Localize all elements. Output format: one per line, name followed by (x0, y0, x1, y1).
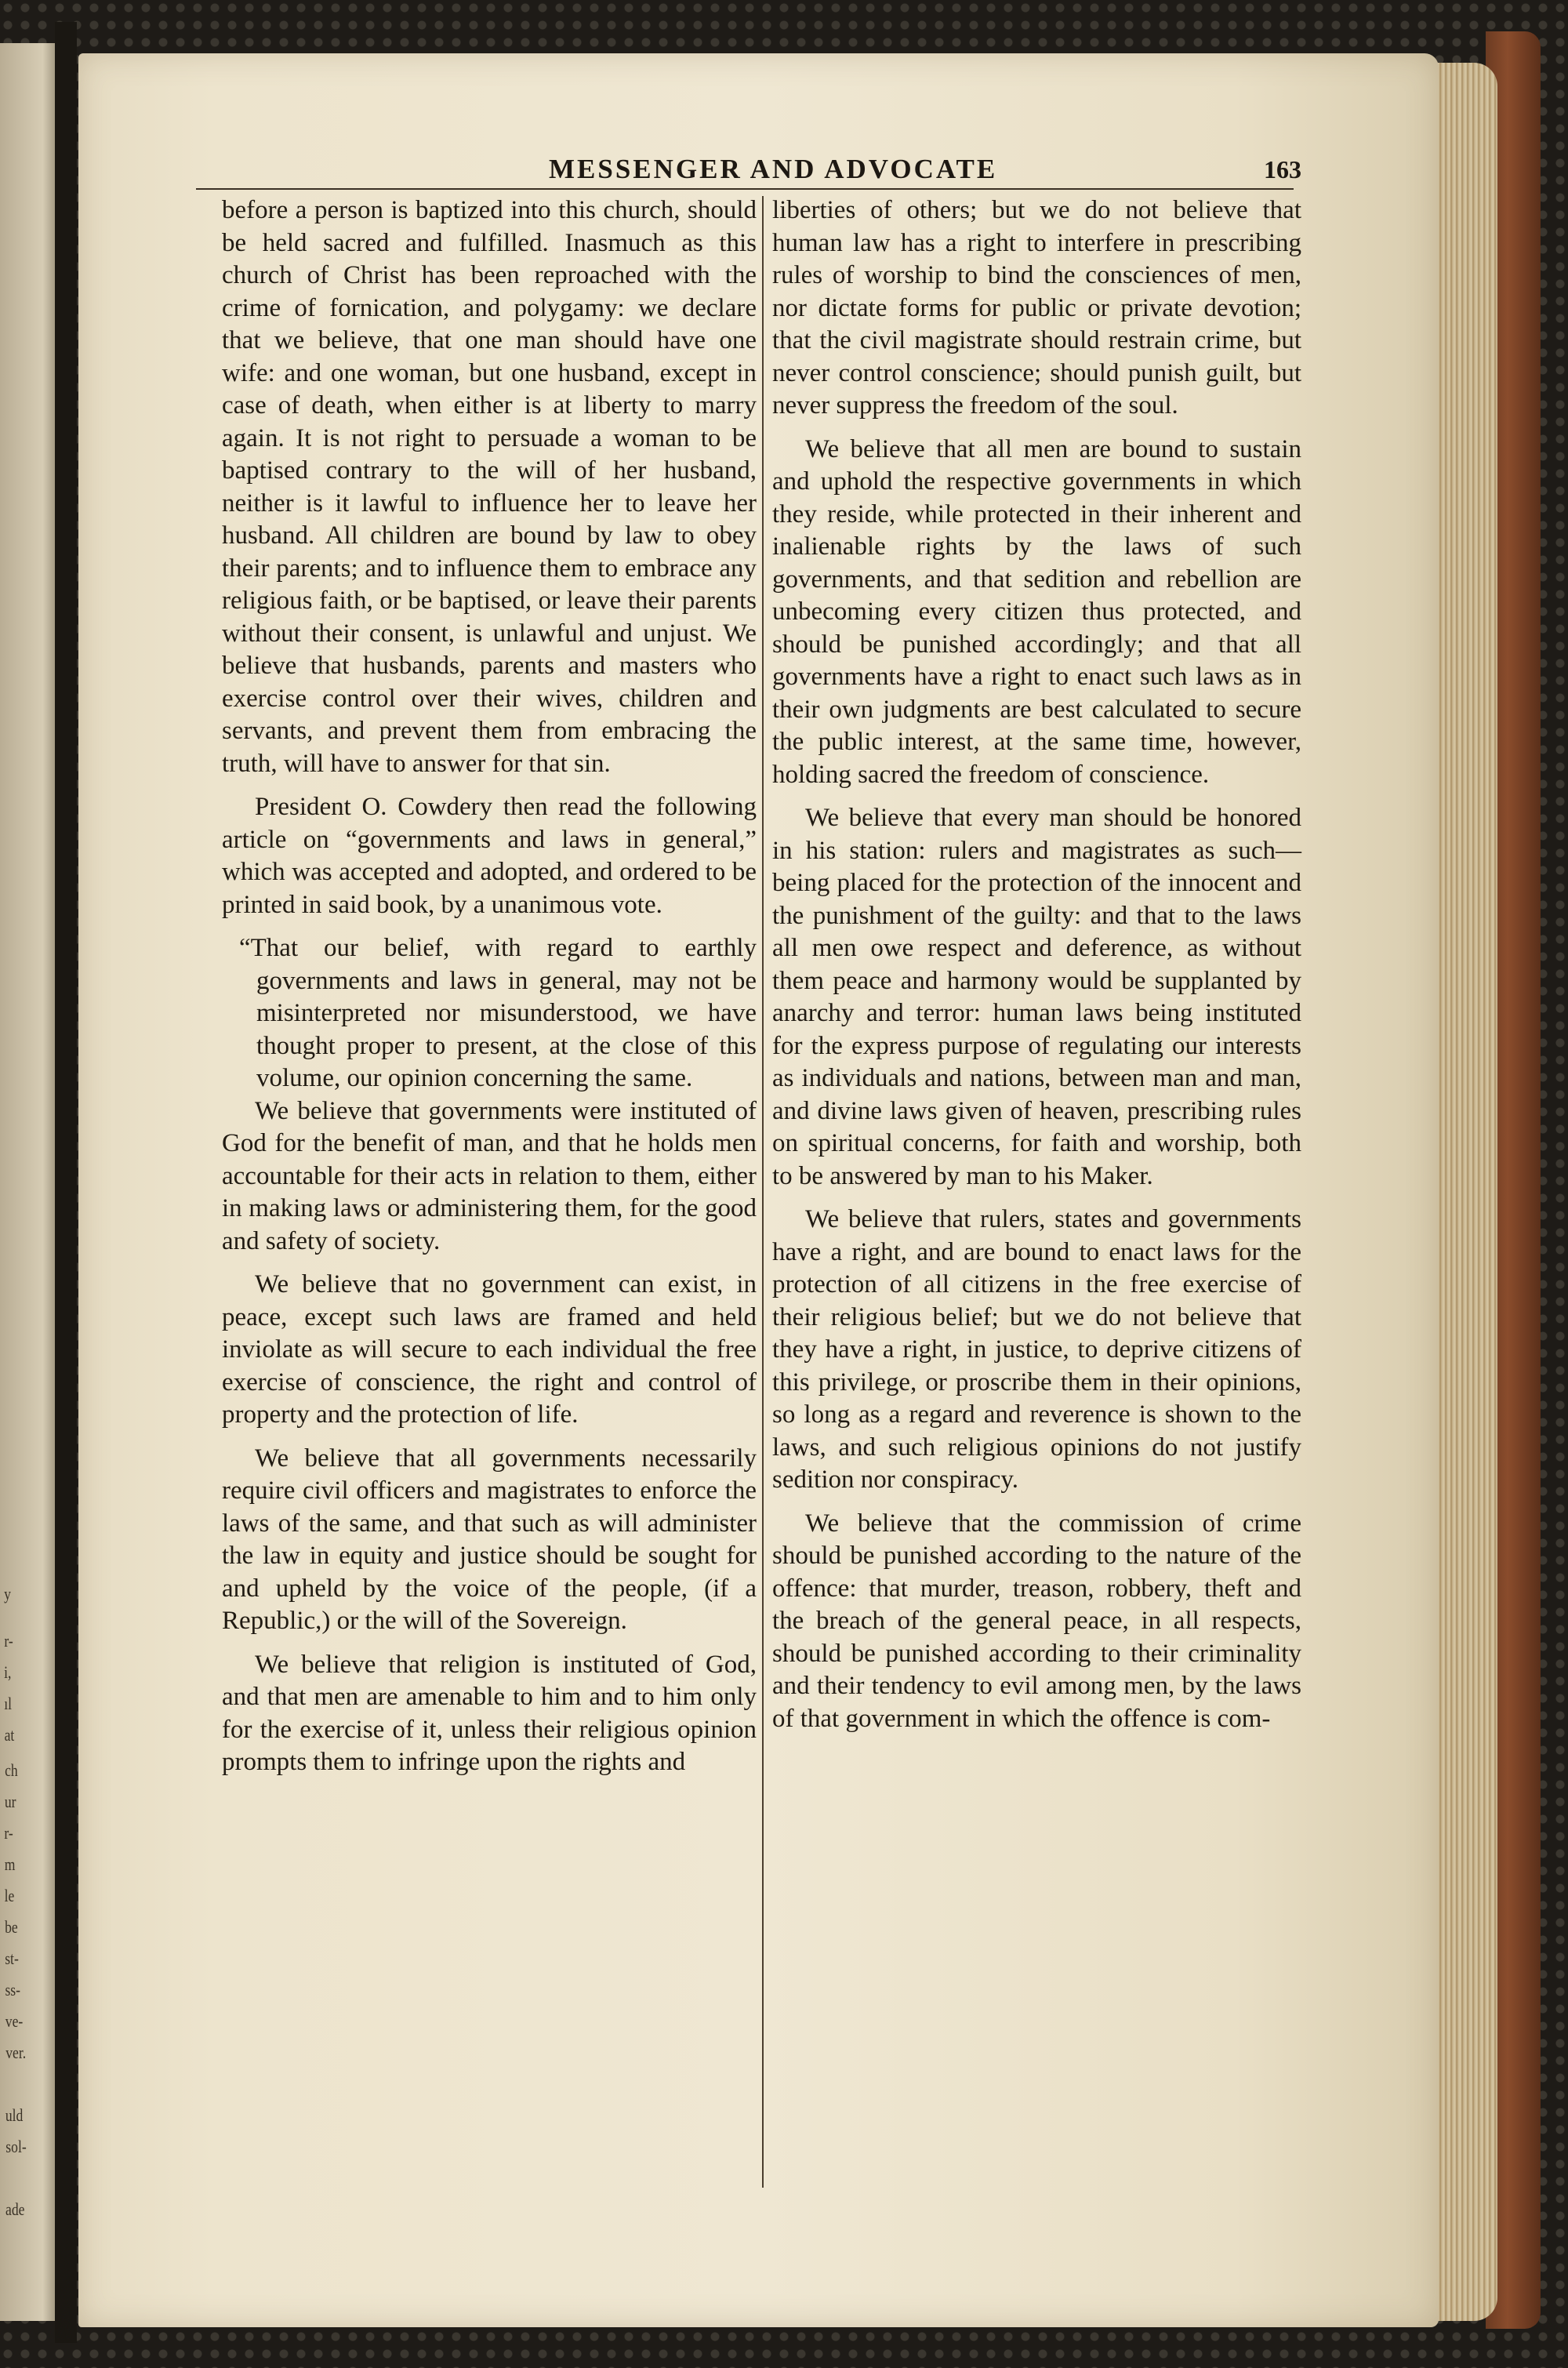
column-divider (762, 196, 764, 2188)
margin-fragment: ch (5, 1760, 18, 1780)
page-number: 163 (1264, 155, 1301, 183)
paragraph: We believe that rulers, states and governments have a right, and are bound to enact laws for the protection of all citizens in the free exercise of their religious belief; but we do not believe that they have a right, in justice, to deprive citizens of this privilege, or proscribe them in their opinions, so long as a regard and reverence is shown to the laws, and such religious opinions do not justify sedition nor conspiracy. (772, 1205, 1301, 1494)
paragraph: before a person is baptized into this church, should be held sacred and fulfilled. Inasmuch as this church of Christ has been reproached with the crime of fornication, and polygamy: we declare that we believe, that one man should have one wife: and one woman, but one husband, except in case of death, when either is at liberty to marry again. It is not right to persuade a woman to be baptised contrary to the will of her husband, neither is it lawful to influence her to leave her husband. All children are bound by law to obey their parents; and to influence them to embrace any religious faith, or be baptised, or leave their parents without their consent, is unlawful and unjust. We believe that husbands, parents and masters who exercise control over their wives, children and servants, and prevent them from embracing the truth, will have to answer for that sin. (222, 196, 757, 778)
margin-fragment: ade (5, 2199, 25, 2219)
paragraph: We believe that every man should be honored in his station: rulers and magistrates as such—being placed for the protection of the innocent and the punishment of the guilty: and that to the laws all men owe respect and deference, as without them peace and harmony would be supplanted by anarchy and terror: human laws being instituted for the express purpose of regulating our interests as individuals and nations, between man and man, and divine laws given of heaven, prescribing rules on spiritual concerns, for faith and worship, both to be answered by man to his Maker. (772, 804, 1301, 1190)
margin-fragment: i, (4, 1662, 12, 1682)
margin-fragment: sol- (5, 2137, 27, 2156)
margin-fragment: uld (5, 2105, 24, 2125)
paragraph: “That our belief, with regard to earthly governments and laws in general, may not be misinterpreted nor misunderstood, we have thought proper to present, at the close of this volume, our opinion concerning the same. (239, 934, 757, 1092)
margin-fragment: le (4, 1886, 15, 1905)
left-column (222, 194, 757, 1790)
paragraph: We believe that governments were instituted of God for the benefit of man, and that he holds men accountable for their acts in relation to them, either in making laws or administering them, for the good and safety of society. (222, 1096, 757, 1255)
header-rule (196, 188, 1294, 190)
margin-fragment: be (5, 1917, 18, 1937)
paragraph: We believe that religion is instituted of God, and that men are amenable to him and to him only for the exercise of it, unless their religious opinion prompts them to infringe upon the rights and (222, 1650, 757, 1776)
right-column (772, 194, 1301, 1746)
paragraph: We believe that the commission of crime should be punished according to the nature of the offence: that murder, treason, robbery, theft and the breach of the general peace, in all respects, should be punished according to their criminality and their tendency to evil among men, by the laws of that government in which the offence is com- (772, 1509, 1301, 1733)
margin-fragment: r- (4, 1823, 13, 1843)
margin-fragment: ve- (5, 2011, 24, 2031)
paragraph: We believe that all governments necessarily require civil officers and magistrates to enforce the laws of the same, and that such as will administer the law in equity and justice should be sought for and upheld by the voice of the people, (if a Republic,) or the will of the Sovereign. (222, 1444, 757, 1635)
book-gutter (55, 22, 77, 2343)
paragraph: We believe that no government can exist, in peace, except such laws are framed and held inviolate as will secure to each individual the free exercise of conscience, the right and control of property and the protection of life. (222, 1270, 757, 1429)
margin-fragment: ss- (5, 1980, 21, 1999)
running-title: MESSENGER AND ADVOCATE (549, 154, 998, 184)
paragraph: We believe that all men are bound to sustain and uphold the respective governments in which they reside, while protected in their inherent and inalienable rights by the laws of such governments, and that sedition and rebellion are unbecoming every citizen thus protected, and should be punished accordingly; and that all governments have a right to enact such laws as in their own judgments are best calculated to secure the public interest, at the same time, however, holding sacred the freedom of conscience. (772, 434, 1301, 789)
margin-fragment: st- (5, 1949, 19, 1968)
margin-fragment: at (4, 1725, 15, 1745)
margin-fragment: ur (4, 1792, 16, 1811)
paragraph: liberties of others; but we do not believe that human law has a right to interfere in prescribing rules of worship to bind the consciences of men, nor dictate forms for public or private devotion; that the civil magistrate should restrain crime, but never control conscience; should punish guilt, but never suppress the freedom of the soul. (772, 196, 1301, 419)
facing-page-text-fragments (0, 1286, 55, 2305)
page-header (180, 149, 1301, 196)
margin-fragment: ver. (5, 2043, 27, 2062)
paragraph: President O. Cowdery then read the following article on “governments and laws in general,” which was accepted and adopted, and ordered to be printed in said book, by a unanimous vote. (222, 793, 757, 919)
margin-fragment: ıl (4, 1694, 13, 1713)
margin-fragment: y (4, 1584, 11, 1603)
margin-fragment: r- (4, 1631, 13, 1651)
margin-fragment: m (4, 1854, 16, 1874)
